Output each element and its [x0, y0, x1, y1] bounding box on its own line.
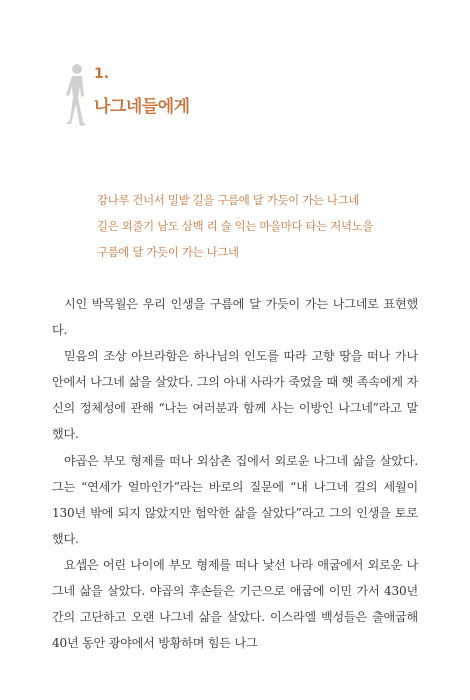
poem-line: 길은 외줄기 남도 삼백 리 술 익는 마을마다 타는 저녁노을	[97, 219, 374, 233]
chapter-number: 1.	[94, 66, 110, 82]
paragraph: 시인 박목월은 우리 인생을 구름에 달 가듯이 가는 나그네로 표현했다.	[52, 297, 418, 338]
chapter-title: 나그네들에게	[94, 97, 190, 117]
body-text	[52, 291, 418, 656]
chapter-header	[62, 58, 322, 128]
walking-person-icon	[62, 62, 90, 128]
poem-line: 구름에 달 가듯이 가는 나그네	[97, 245, 239, 259]
paragraph: 믿음의 조상 아브라함은 하나님의 인도를 따라 고향 땅을 떠나 가나안에서 나그네 삶을 살았다. 그의 아내 사라가 죽었을 때 헷 족속에게 자신의 정체성에 관해 “나는 여러분과 함께 사는 이방인 나그네”라고 말했다.	[52, 349, 418, 442]
poem-line: 강나루 건너서 밀밭 길을 구름에 달 가듯이 가는 나그네	[97, 193, 360, 207]
paragraph: 야곱은 부모 형제를 떠나 외삼촌 집에서 외로운 나그네 삶을 살았다. 그는 “연세가 얼마인가”라는 바로의 질문에 “내 나그네 길의 세월이 130년 밖에 되지 않았지만 험악한 삶을 살았다”라고 그의 인생을 토로했다.	[52, 453, 418, 546]
poem-quote	[97, 187, 417, 265]
paragraph: 요셉은 어린 나이에 부모 형제를 떠나 낯선 나라 애굽에서 외로운 나그네 삶을 살았다. 야곱의 후손들은 기근으로 애굽에 이민 가서 430년간의 고단하고 오랜 나그네 삶을 살았다. 이스라엘 백성들은 출애굽해 40년 동안 광야에서 방황하며 힘든 나그	[52, 557, 418, 651]
